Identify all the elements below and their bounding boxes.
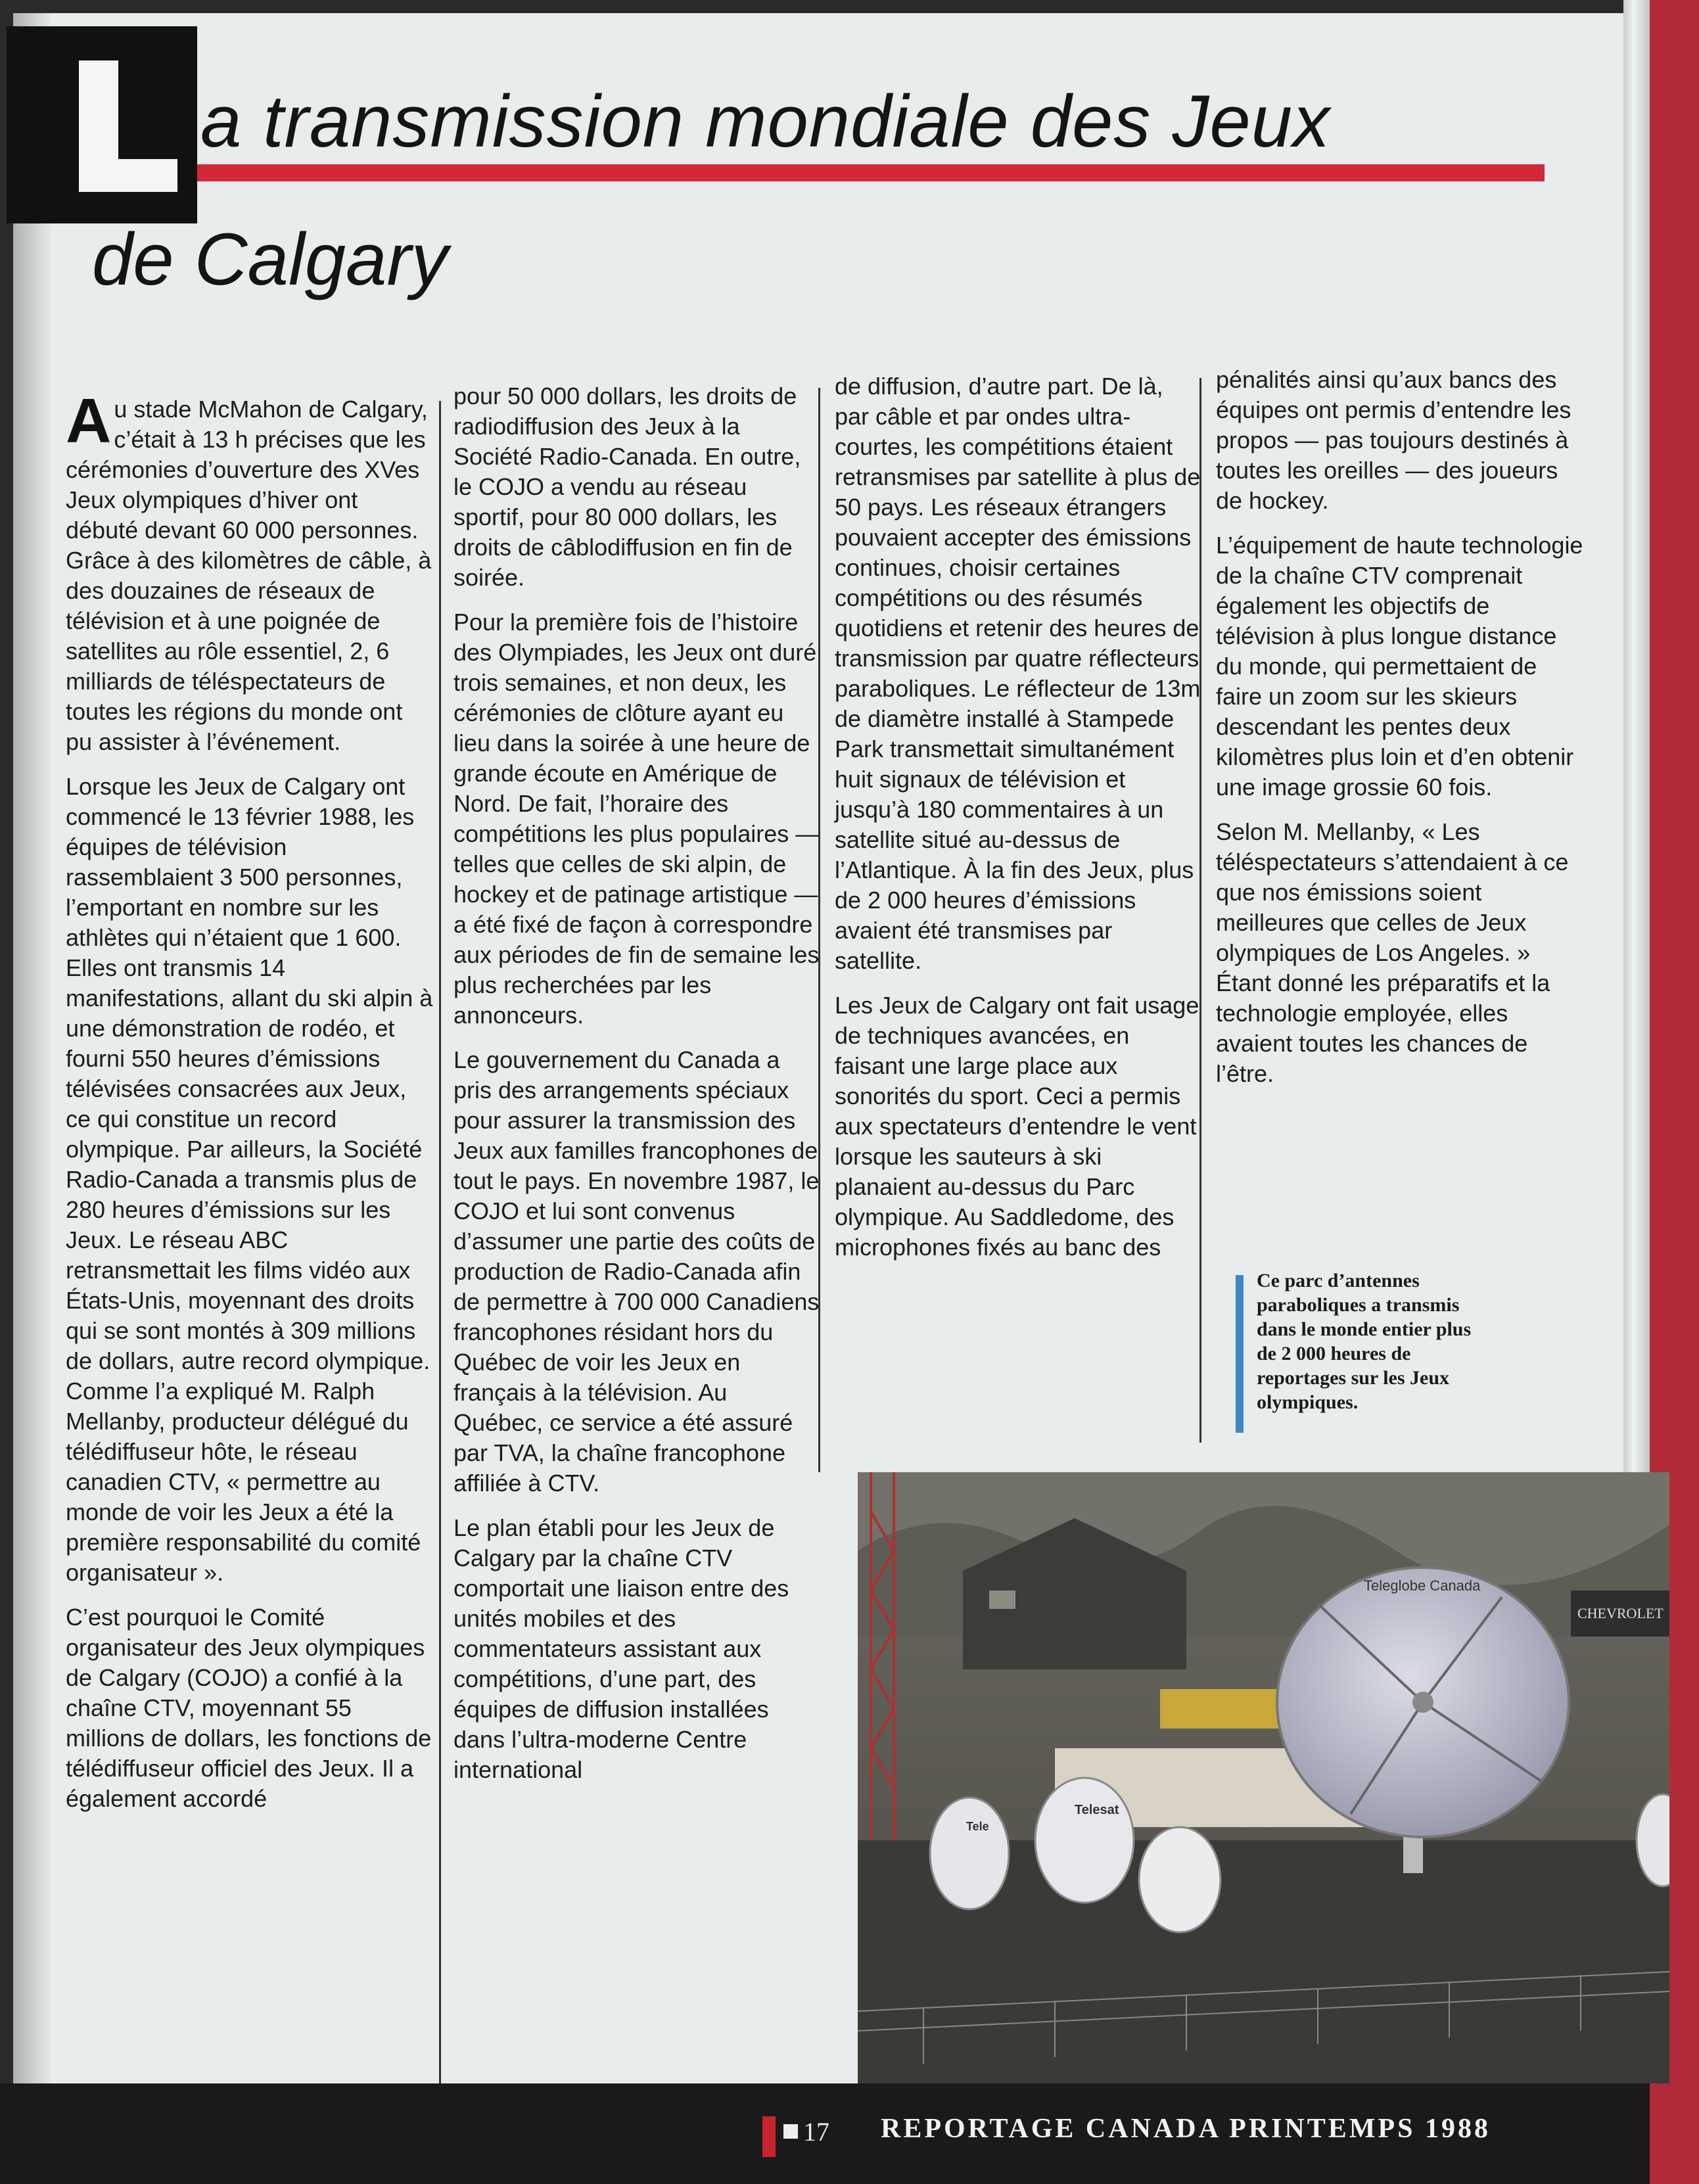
paragraph: Selon M. Mellanby, « Les téléspectateurs s’attendaient à ce que nos émissions soient meilleures que celles de Jeux olympiques de Los Angeles. » Étant donné les préparatifs et la technologie employée, elles avaient toutes les chances de l’être.	[1216, 818, 1569, 1087]
page-title-line2: de Calgary	[92, 218, 448, 300]
paragraph: Pour la première fois de l’histoire des Olympiades, les Jeux ont duré trois semaines, et non deux, les cérémonies de clôture ayant eu lieu dans la soirée à une heure de grande écoute en Amérique de Nord. De fait, l’horaire des compétitions les plus populaires — telles que celles de ski alpin, de hockey et de patinage artistique — a été fixé de façon à correspondre aux périodes de fin de semaine les plus recherchées par les annonceurs.	[454, 609, 820, 1029]
article-column-3	[835, 371, 1203, 1277]
paragraph: L’équipement de haute technologie de la chaîne CTV comprenait également les objectifs de télévision à plus longue distance du monde, qui permettaient de faire un zoom sur les skieurs descendant les pentes deux kilomètres plus loin et d’en obtenir une image grossie 60 fois.	[1216, 532, 1583, 801]
paragraph: de diffusion, d’autre part. De là, par câble et par ondes ultra-courtes, les compétitions étaient retransmises par satellite à plus de 50 pays. Les réseaux étrangers pouvaient accepter des émissions continues, choisir certaines compétitions ou des résumés quotidiens et retenir des heures de transmission par quatre réflecteurs paraboliques. Le réflecteur de 13m de diamètre installé à Stampede Park transmettait simultanément huit signaux de télévision et jusqu’à 180 commentaires à un satellite situé au-dessus de l’Atlantique. À la fin des Jeux, plus de 2 000 heures d’émissions avaient été transmises par satellite.	[835, 373, 1201, 974]
paragraph: Lorsque les Jeux de Calgary ont commencé le 13 février 1988, les équipes de télévision rassemblaient 3 500 personnes, l’emportant en nombre sur les athlètes qui n’étaient que 1 600. Elles ont transmis 14 manifestations, allant du ski alpin à une démonstration de rodéo, et fourni 550 heures d’émissions télévisées consacrées aux Jeux, ce qui constitue un record olympique. Par ailleurs, la Société Radio-Canada a transmis plus de 280 heures d’émissions sur les Jeux. Le réseau ABC retransmettait les films vidéo aux États-Unis, moyennant des droits qui se sont montés à 309 millions de dollars, autre record olympique. Comme l’a expliqué M. Ralph Mellanby, producteur délégué du télédiffuseur hôte, le réseau canadien CTV, « permettre au monde de voir les Jeux a été la première responsabilité du comité organisateur ».	[66, 773, 433, 1586]
photo-illustration	[858, 1472, 1669, 2083]
caption-accent-bar	[1236, 1275, 1244, 1433]
sign-text: CHEVROLET	[1577, 1605, 1664, 1621]
dish-logo-text: Teleglobe Canada	[1364, 1577, 1481, 1594]
article-column-2	[454, 381, 822, 1800]
title-initial-letter-cut	[118, 60, 177, 159]
paragraph: Le gouvernement du Canada a pris des arrangements spéciaux pour assurer la transmission des Jeux aux familles francophones de tout le pays. En novembre 1987, le COJO et lui sont convenus d’assumer une partie des coûts de production de Radio-Canada afin de permettre à 700 000 Canadiens francophones résidant hors du Québec de voir les Jeux en français à la télévision. Au Québec, ce service a été assuré par TVA, la chaîne francophone affiliée à CTV.	[454, 1046, 820, 1497]
paragraph: C’est pourquoi le Comité organisateur des Jeux olympiques de Calgary (COJO) a confié à la chaîne CTV, moyennant 55 millions de dollars, les fonctions de télédiffuseur officiel des Jeux. Il a également accordé	[66, 1604, 432, 1812]
gutter-shadow	[13, 13, 53, 2083]
article-column-1	[66, 386, 434, 1828]
paragraph-text: u stade McMahon de Calgary, c’était à 13 h précises que les cérémonies d’ouverture des XVes Jeux olympiques d’hiver ont débuté devant 60 000 personnes. Grâce à des kilomètres de câble, à des douzaines de réseaux de télévision et à une poignée de satellites au rôle essentiel, 2, 6 milliards de téléspectateurs de toutes les régions du monde ont pu assister à l’événement.	[66, 396, 432, 755]
small-dish-1	[930, 1798, 1009, 1909]
building-window	[989, 1591, 1015, 1609]
page-title-line1: a transmission mondiale des Jeux	[200, 80, 1331, 162]
footer-square-bullet	[783, 2124, 798, 2139]
paragraph: pour 50 000 dollars, les droits de radiodiffusion des Jeux à la Société Radio-Canada. En outre, le COJO a vendu au réseau sportif, pour 80 000 dollars, les droits de câblodiffusion en fin de soirée.	[454, 383, 801, 591]
page-number: 17	[803, 2117, 829, 2147]
photo-caption: Ce parc d’antennes paraboliques a transmis dans le monde entier plus de 2 000 heures de reportages sur les Jeux olympiques.	[1257, 1270, 1472, 1413]
satellite-dish-photo	[858, 1472, 1669, 2083]
paragraph: pénalités ainsi qu’aux bancs des équipes ont permis d’entendre les propos — pas toujours destinés à toutes les oreilles — des joueurs de hockey.	[1216, 366, 1571, 514]
small-dish-3	[1139, 1827, 1221, 1932]
publication-title: REPORTAGE CANADA PRINTEMPS 1988	[881, 2114, 1491, 2144]
paragraph: Les Jeux de Calgary ont fait usage de techniques avancées, en faisant une large place aux sonorités du sport. Ceci a permis aux spectateurs d’entendre le vent lorsque les sauteurs à ski planaient au-dessus du Parc olympique. Au Saddledome, des microphones fixés au banc des	[835, 992, 1199, 1261]
dropcap: A	[66, 386, 112, 456]
paragraph: Le plan établi pour les Jeux de Calgary par la chaîne CTV comportait une liaison entre des unités mobiles et des commentateurs assistant aux compétitions, d’une part, des équipes de diffusion installées dans l’ultra-moderne Centre international	[454, 1514, 789, 1783]
title-red-rule	[197, 164, 1545, 181]
paragraph	[66, 386, 434, 757]
column-rule-1	[439, 401, 441, 2090]
small-dish-2	[1035, 1778, 1134, 1903]
footer-red-marker	[762, 2116, 776, 2157]
article-column-4	[1216, 365, 1584, 1104]
dish-label: Telesat	[1075, 1803, 1119, 1817]
dish-label: Tele	[966, 1820, 989, 1833]
